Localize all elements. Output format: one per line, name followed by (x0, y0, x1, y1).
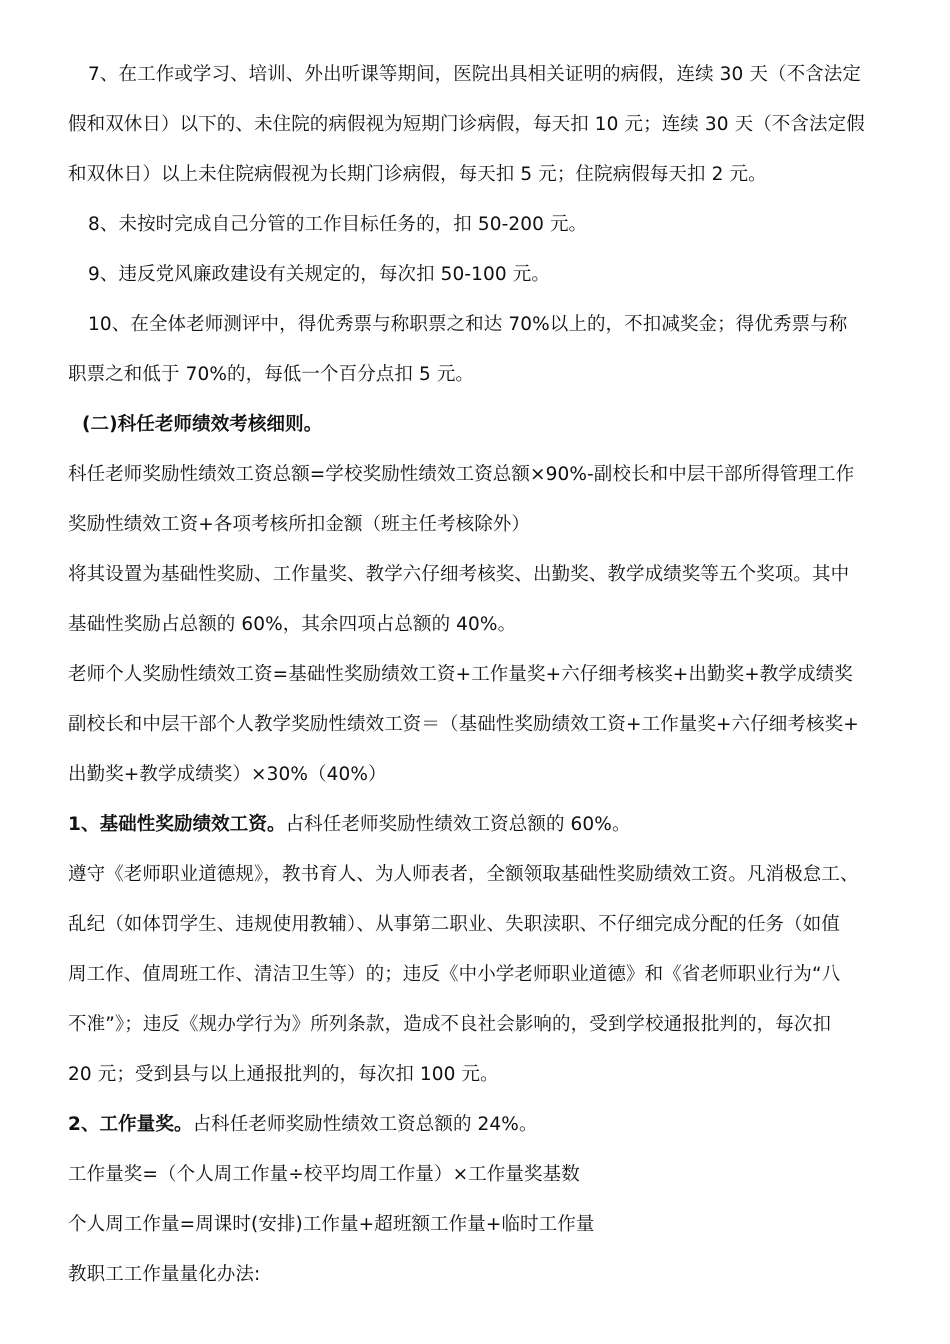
text-line: 20 元；受到县与以上通报批判的，每次扣 100 元。 (68, 1064, 499, 1085)
text-line: 遵守《老师职业道德规》，教书育人、为人师表者，全额领取基础性奖励绩效工资。凡消极怠工、 (68, 864, 859, 885)
text-line: 基础性奖励占总额的 60%，其余四项占总额的 40%。 (68, 614, 517, 635)
text-line: 出勤奖+教学成绩奖）×30%（40%） (68, 764, 387, 785)
section-1-heading: 1、基础性奖励绩效工资。 (68, 814, 286, 835)
text-line: 乱纪（如体罚学生、违规使用教辅）、从事第二职业、失职渎职、不仔细完成分配的任务（如值 (68, 914, 840, 935)
text-line: 和双休日）以上未住院病假视为长期门诊病假，每天扣 5 元；住院病假每天扣 2 元。 (68, 164, 767, 185)
text-line: 个人周工作量=周课时(安排)工作量+超班额工作量+临时工作量 (68, 1214, 595, 1235)
text-line: 科任老师奖励性绩效工资总额=学校奖励性绩效工资总额×90%-副校长和中层干部所得管理工作 (68, 464, 855, 485)
section-1-body (68, 850, 892, 1100)
text-line: 教职工工作量量化办法: (68, 1264, 261, 1285)
text-line: 周工作、值周班工作、清洁卫生等）的；违反《中小学老师职业道德》和《省老师职业行为“八 (68, 964, 841, 985)
document-body (68, 50, 892, 800)
text-line: 9、违反党风廉政建设有关规定的，每次扣 50-100 元。 (88, 264, 550, 285)
section-heading: (二)科任老师绩效考核细则。 (82, 414, 323, 435)
section-2-heading: 2、工作量奖。 (68, 1114, 193, 1135)
text-line: 老师个人奖励性绩效工资=基础性奖励绩效工资+工作量奖+六仔细考核奖+出勤奖+教学成绩奖 (68, 664, 853, 685)
text-line: 副校长和中层干部个人教学奖励性绩效工资＝（基础性奖励绩效工资+工作量奖+六仔细考核奖+ (68, 714, 859, 735)
section-1-heading-rest: 占科任老师奖励性绩效工资总额的 60%。 (285, 814, 631, 835)
document-page (68, 50, 892, 1300)
text-line: 10、在全体老师测评中，得优秀票与称职票之和达 70%以上的，不扣减奖金；得优秀票与称 (88, 314, 848, 335)
text-line: 7、在工作或学习、培训、外出听课等期间，医院出具相关证明的病假，连续 30 天（不含法定 (88, 64, 861, 85)
text-line: 将其设置为基础性奖励、工作量奖、教学六仔细考核奖、出勤奖、教学成绩奖等五个奖项。其中 (68, 564, 850, 585)
text-line: 不准”》；违反《规办学行为》所列条款，造成不良社会影响的，受到学校通报批判的，每次扣 (68, 1014, 832, 1035)
section-2-body (68, 1150, 892, 1300)
text-line: 假和双休日）以下的、未住院的病假视为短期门诊病假，每天扣 10 元；连续 30 天（不含法定假 (68, 114, 865, 135)
section-1-heading-line (68, 800, 892, 850)
text-line: 8、未按时完成自己分管的工作目标任务的，扣 50-200 元。 (88, 214, 588, 235)
text-line: 工作量奖=（个人周工作量÷校平均周工作量）×工作量奖基数 (68, 1164, 580, 1185)
section-2-heading-rest: 占科任老师奖励性绩效工资总额的 24%。 (192, 1114, 538, 1135)
text-line: 奖励性绩效工资+各项考核所扣金额（班主任考核除外） (68, 514, 531, 535)
text-line: 职票之和低于 70%的，每低一个百分点扣 5 元。 (68, 364, 475, 385)
section-2-heading-line (68, 1100, 892, 1150)
